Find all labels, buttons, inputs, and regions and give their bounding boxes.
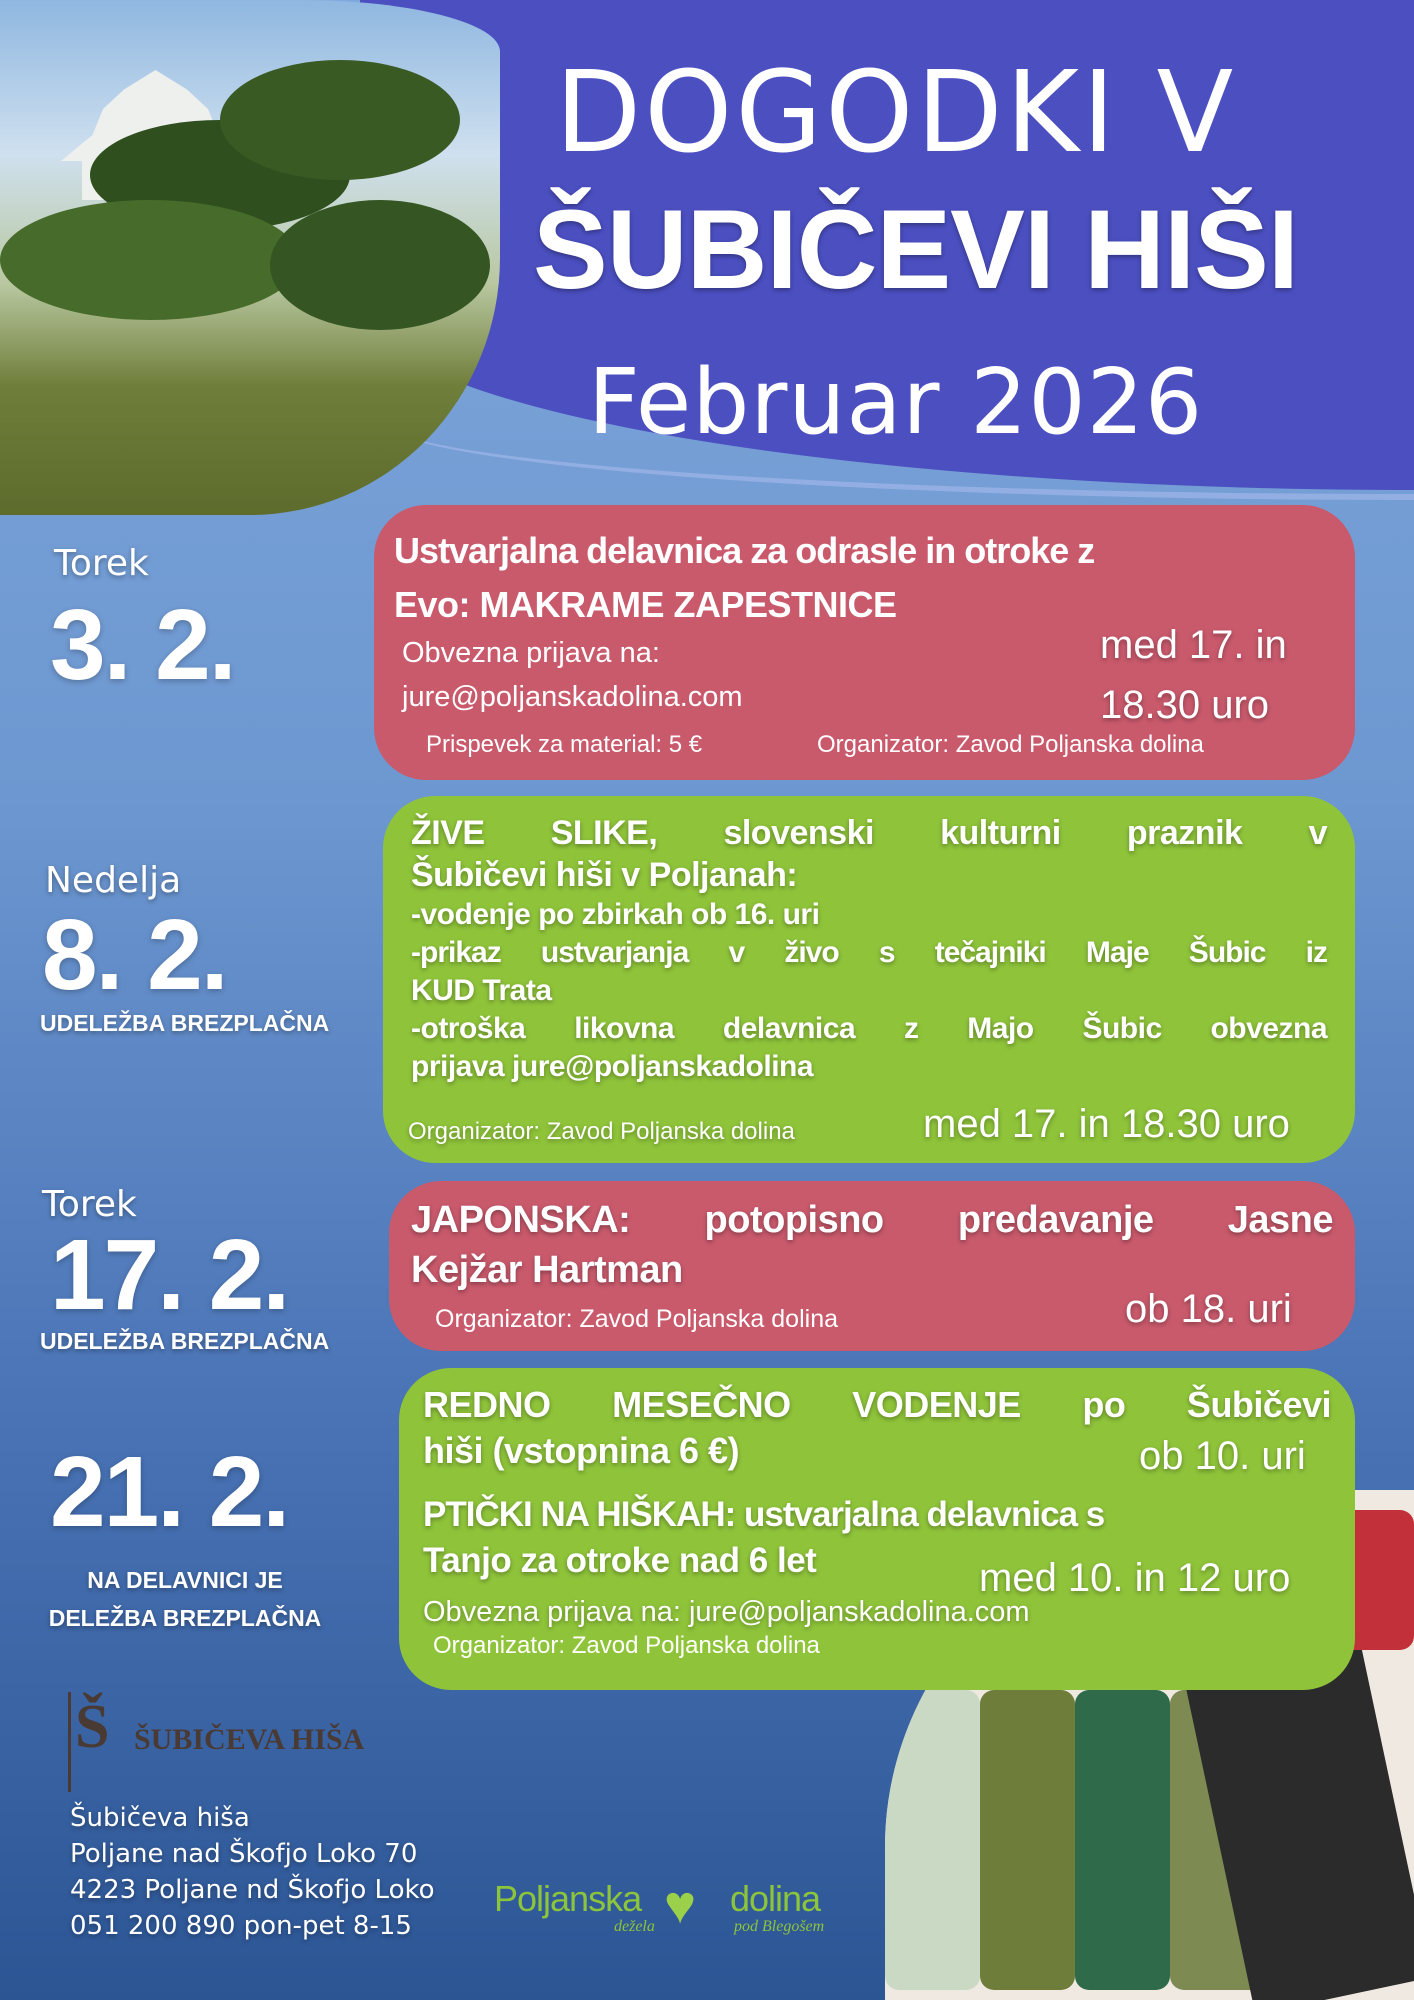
time-line: med 17. in	[1100, 623, 1287, 667]
event-title: REDNO MESEČNO VODENJE po Šubičevi	[423, 1384, 1331, 1425]
event-time: ob 10. uri	[1139, 1434, 1306, 1478]
thread-spool	[885, 1690, 980, 1990]
event-title: Kejžar Hartman	[411, 1249, 683, 1291]
event-time: med 10. in 12 uro	[979, 1556, 1291, 1600]
event-line: KUD Trata	[411, 974, 552, 1007]
registration: Obvezna prijava na: jure@poljanskadolina.com	[423, 1596, 1030, 1628]
organizer: Organizator: Zavod Poljanska dolina	[408, 1118, 795, 1145]
brand-right: dolina	[730, 1878, 821, 1919]
event-date: 8. 2.	[42, 899, 227, 1011]
event-note: UDELEŽBA BREZPLAČNA	[40, 1010, 330, 1036]
event-line: ŽIVE SLIKE, slovenski kulturni praznik v	[411, 814, 1327, 852]
event-card	[399, 1368, 1355, 1690]
note-line: NA DELAVNICI JE	[87, 1567, 283, 1593]
event-time	[1100, 615, 1287, 735]
event-line: -vodenje po zbirkah ob 16. uri	[411, 898, 820, 931]
event-title: Tanjo za otroke nad 6 let	[423, 1541, 817, 1580]
event-time: ob 18. uri	[1125, 1287, 1292, 1331]
subiceva-logo-mark	[68, 1692, 108, 1792]
organizer: Organizator: Zavod Poljanska dolina	[435, 1305, 839, 1333]
subiceva-logo-name: ŠUBIČEVA HIŠA	[134, 1723, 365, 1756]
event-line: prijava jure@poljanskadolina	[411, 1050, 814, 1083]
organizer: Organizator: Zavod Poljanska dolina	[433, 1632, 820, 1659]
heart-icon: ♥	[664, 1875, 697, 1935]
thread-spool	[980, 1690, 1075, 1990]
logo-letter: Š	[75, 1693, 110, 1761]
event-note: UDELEŽBA BREZPLAČNA	[40, 1328, 330, 1354]
event-line: -otroška likovna delavnica z Majo Šubic obvezna	[411, 1012, 1327, 1045]
event-card	[374, 505, 1355, 780]
event-day: Torek	[54, 543, 149, 584]
event-date: 21. 2.	[50, 1436, 289, 1548]
registration-label: Obvezna prijava na:	[402, 637, 660, 669]
address	[70, 1800, 435, 1944]
event-time: med 17. in 18.30 uro	[923, 1102, 1290, 1146]
address-line: Poljane nad Škofjo Loko 70	[70, 1839, 418, 1869]
title-month: Februar 2026	[588, 350, 1204, 455]
event-title: PTIČKI NA HIŠKAH: ustvarjalna delavnica s	[423, 1495, 1105, 1534]
title-line-2: ŠUBIČEVI HIŠI	[533, 187, 1298, 312]
event-date: 3. 2.	[50, 589, 235, 701]
event-title: JAPONSKA: potopisno predavanje Jasne	[411, 1199, 1333, 1241]
time-line: 18.30 uro	[1100, 683, 1270, 727]
note-line: DELEŽBA BREZPLAČNA	[48, 1605, 322, 1631]
address-line: 4223 Poljane nd Škofjo Loko	[70, 1875, 435, 1905]
event-day: Torek	[42, 1184, 137, 1225]
poljanska-dolina-logo	[494, 1875, 854, 1938]
event-title: Evo: MAKRAME ZAPESTNICE	[394, 584, 897, 625]
registration-email[interactable]: jure@poljanskadolina.com	[402, 681, 743, 713]
tree-shape	[220, 60, 460, 180]
event-note	[30, 1561, 340, 1637]
event-line: Šubičevi hiši v Poljanah:	[411, 856, 798, 894]
title-line-1: DOGODKI V	[555, 48, 1237, 178]
event-card	[389, 1181, 1355, 1351]
event-title: Ustvarjalna delavnica za odrasle in otroke z	[394, 530, 1095, 571]
tree-shape	[270, 200, 490, 330]
address-line: Šubičeva hiša	[70, 1803, 250, 1833]
organizer: Organizator: Zavod Poljanska dolina	[817, 731, 1204, 758]
tree-shape	[0, 200, 300, 320]
event-line: -prikaz ustvarjanja v živo s tečajniki Maje Šubic iz	[411, 936, 1327, 969]
brand-left: Poljanska	[494, 1878, 642, 1919]
address-line: 051 200 890 pon-pet 8-15	[70, 1911, 412, 1941]
brand-sub-right: pod Blegošem	[734, 1918, 825, 1935]
event-title: hiši (vstopnina 6 €)	[423, 1430, 740, 1471]
material-fee: Prispevek za material: 5 €	[426, 731, 703, 758]
castle-photo	[0, 0, 500, 515]
event-card	[383, 796, 1355, 1163]
event-day: Nedelja	[45, 860, 182, 901]
brand-sub-left: dežela	[614, 1918, 655, 1935]
thread-spool	[1075, 1690, 1170, 1990]
event-date: 17. 2.	[50, 1219, 289, 1331]
